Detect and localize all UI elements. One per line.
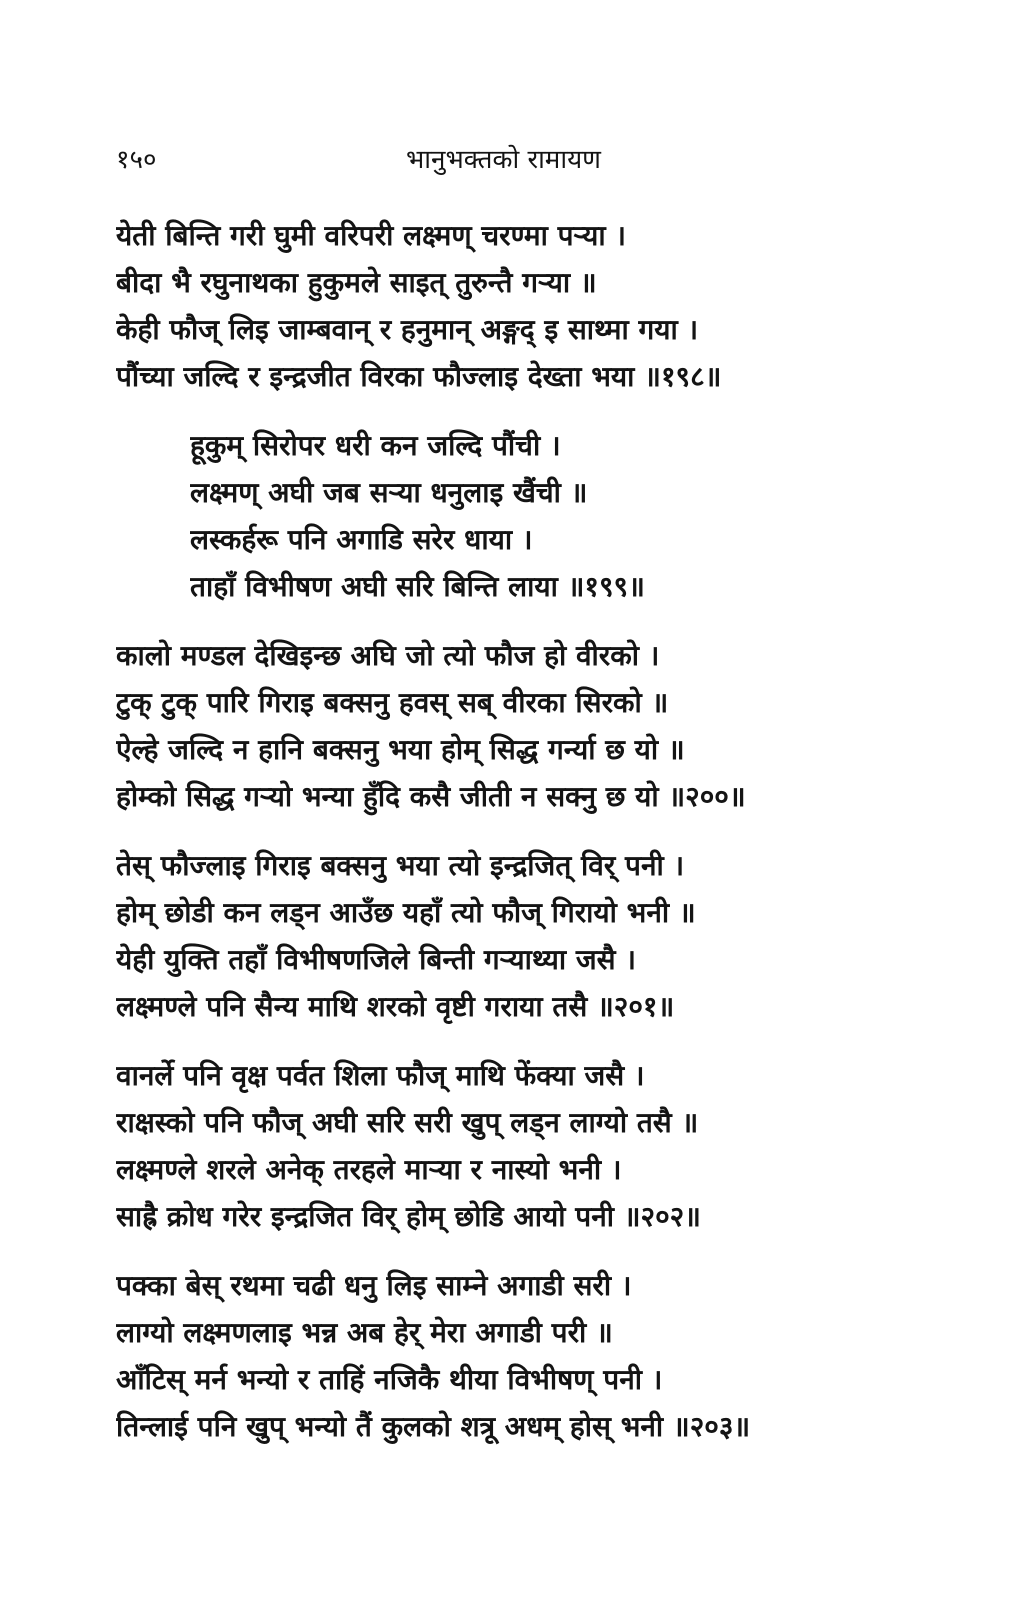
verse-line: टुक् टुक् पारि गिराइ बक्सनु हवस् सब् वीरका सिरको ॥	[116, 686, 669, 719]
verse-line: वानर्ले पनि वृक्ष पर्वत शिला फौज् माथि फेंक्या जसै ।	[116, 1059, 645, 1092]
verse-line: पौंच्या जल्दि र इन्द्रजीत विरका फौज्लाइ देख्ता भया ॥१९८॥	[116, 360, 722, 393]
verse-line: लक्ष्मण्ले पनि सैन्य माथि शरको वृष्टी गराया तसै ॥२०१॥	[116, 990, 675, 1023]
stanza-202	[116, 1052, 896, 1240]
page-number: १५०	[116, 145, 157, 175]
verse-line: तेस् फौज्लाइ गिराइ बक्सनु भया त्यो इन्द्रजित् विर् पनी ।	[116, 849, 685, 882]
verse-line: केही फौज् लिइ जाम्बवान् र हनुमान् अङ्गद् इ साथ्मा गया ।	[116, 313, 699, 346]
page-header	[116, 140, 816, 180]
stanza-203	[116, 1262, 896, 1450]
verse-line: बीदा भै रघुनाथका हुकुमले साइत् तुरुन्तै गऱ्या ॥	[116, 266, 597, 299]
verse-line: राक्षस्को पनि फौज् अघी सरि सरी खुप् लड्न लाग्यो तसै ॥	[116, 1106, 699, 1139]
stanza-201	[116, 842, 896, 1030]
verse-line: साह्रै क्रोध गरेर इन्द्रजित विर् होम् छोडि आयो पनी ॥२०२॥	[116, 1200, 701, 1233]
verse-line: ताहाँ विभीषण अघी सरि बिन्ति लाया ॥१९९॥	[190, 570, 645, 603]
verse-line: येही युक्ति तहाँ विभीषणजिले बिन्ती गऱ्याथ्या जसै ।	[116, 943, 636, 976]
verse-line: येती बिन्ति गरी घुमी वरिपरी लक्ष्मण् चरण्मा पऱ्या ।	[116, 219, 627, 252]
verse-line: हूकुम् सिरोपर धरी कन जल्दि पौंची ।	[190, 429, 561, 462]
verse-line: लक्ष्मण् अघी जब सऱ्या धनुलाइ खैंची ॥	[190, 476, 588, 509]
verse-line: कालो मण्डल देखिइन्छ अघि जो त्यो फौज हो वीरको ।	[116, 639, 660, 672]
verse-line: लक्ष्मण्ले शरले अनेक् तरहले माऱ्या र नास्यो भनी ।	[116, 1153, 622, 1186]
stanza-198	[116, 212, 896, 400]
verse-line: आँटिस् मर्न भन्यो र ताहिं नजिकै थीया विभीषण् पनी ।	[116, 1363, 663, 1396]
verse-line: होम् छोडी कन लड्न आउँछ यहाँ त्यो फौज् गिरायो भनी ॥	[116, 896, 696, 929]
verse-line: होम्को सिद्ध गऱ्यो भन्या हुँदि कसै जीती न सक्नु छ यो ॥२००॥	[116, 780, 746, 813]
verse-line: ऐल्हे जल्दि न हानि बक्सनु भया होम् सिद्ध गर्न्या छ यो ॥	[116, 733, 685, 766]
verse-line: लस्कर्हरू पनि अगाडि सरेर धाया ।	[190, 523, 533, 556]
verse-line: लाग्यो लक्ष्मणलाइ भन्न अब हेर् मेरा अगाडी परी ॥	[116, 1316, 613, 1349]
stanza-200	[116, 632, 896, 820]
verse-line: तिन्लाई पनि खुप् भन्यो तैं कुलको शत्रू अधम् होस् भनी ॥२०३॥	[116, 1410, 751, 1443]
verse-line: पक्का बेस् रथमा चढी धनु लिइ साम्ने अगाडी सरी ।	[116, 1269, 632, 1302]
stanza-199	[190, 422, 830, 610]
running-title: भानुभक्तको रामायण	[406, 145, 601, 175]
